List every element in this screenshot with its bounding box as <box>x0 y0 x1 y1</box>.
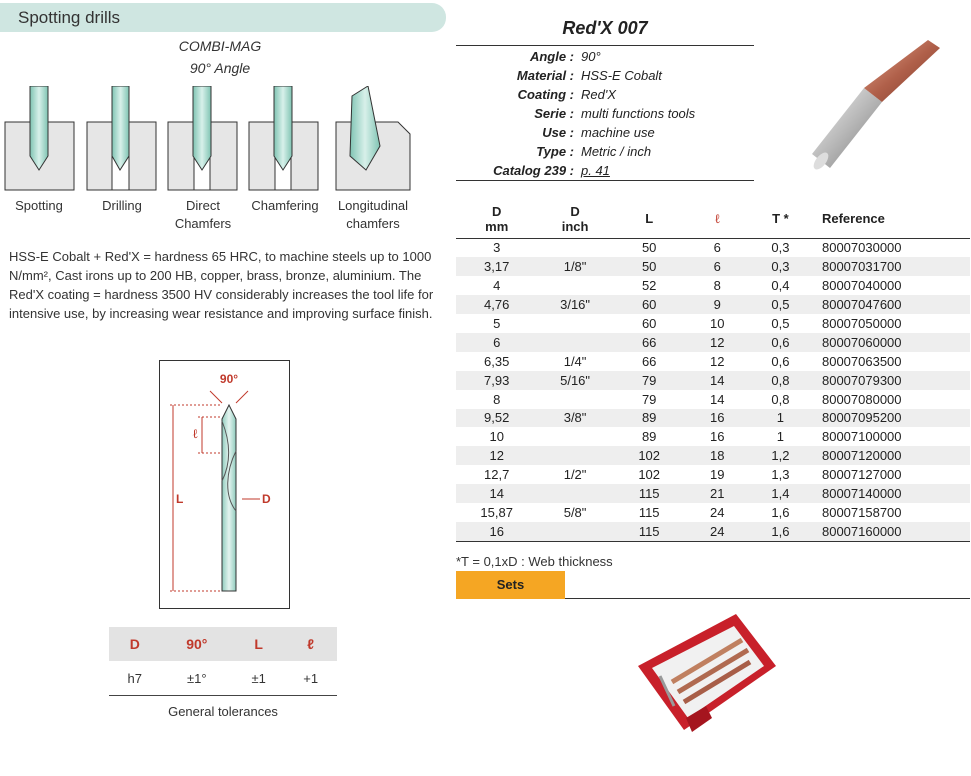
cell-L: 115 <box>613 522 686 541</box>
table-row <box>456 409 970 428</box>
cell-d-inch <box>537 390 612 409</box>
col-d-mm-line1: D <box>492 203 502 219</box>
cell-l: 18 <box>686 446 749 465</box>
cell-reference: 80007158700 <box>821 504 902 520</box>
cell-l: 16 <box>709 429 725 445</box>
cell-l: 6 <box>713 240 721 256</box>
spec-label: Type : <box>536 144 574 159</box>
spec-row <box>456 47 754 66</box>
cell-t: 1,6 <box>749 522 812 541</box>
cell-d-inch <box>537 484 612 503</box>
cell-reference: 80007100000 <box>821 429 902 445</box>
table-row <box>456 371 970 390</box>
drill-product-image <box>800 36 950 176</box>
tol-value-angle: ±1° <box>161 661 234 696</box>
tol-value-L: ±1 <box>233 661 284 696</box>
cell-d-mm: 4,76 <box>456 295 537 314</box>
cell-t: 1 <box>776 429 785 445</box>
cell-t: 0,5 <box>771 316 790 331</box>
cell-d-mm: 16 <box>456 522 537 541</box>
table-row <box>456 427 970 446</box>
table-row <box>456 295 970 314</box>
operation-spotting: Spotting <box>15 198 63 213</box>
cell-L: 50 <box>613 257 686 276</box>
cell-l: 8 <box>713 278 721 294</box>
spec-label: Material : <box>516 68 574 83</box>
cell-t: 0,3 <box>749 257 812 276</box>
cell-l: 10 <box>709 316 725 331</box>
tolerance-table <box>109 627 337 696</box>
footnote: *T = 0,1xD : Web thickness <box>456 554 613 569</box>
spec-label: Angle : <box>529 49 574 64</box>
cell-t: 1,2 <box>749 446 812 465</box>
tol-value-l: +1 <box>284 661 337 696</box>
cell-d-inch <box>537 333 612 352</box>
section-banner <box>0 3 446 32</box>
spec-label: Serie : <box>534 106 574 121</box>
cell-d-mm: 14 <box>456 484 537 503</box>
catalog-page-link[interactable]: p. 41 <box>581 163 610 178</box>
specs-underline <box>456 180 754 181</box>
cell-t: 1,4 <box>749 484 812 503</box>
tolerance-caption: General tolerances <box>168 704 278 719</box>
drill-sizes-table <box>456 200 970 542</box>
drilling-icon <box>87 86 156 190</box>
table-row <box>456 238 970 257</box>
spec-value: multi functions tools <box>581 106 696 121</box>
spec-row <box>456 123 754 142</box>
col-d-mm-line2: mm <box>485 218 509 234</box>
col-l: ℓ <box>686 200 749 238</box>
spec-value: Metric / inch <box>581 144 652 159</box>
spec-label: Use : <box>542 125 574 140</box>
table-row <box>456 352 970 371</box>
cell-L: 66 <box>641 353 657 369</box>
cell-L: 52 <box>641 278 657 294</box>
drill-diagram <box>160 361 289 608</box>
cell-L: 60 <box>641 316 657 331</box>
cell-d-inch: 1/2" <box>563 467 587 483</box>
table-row <box>456 465 970 484</box>
cell-L: 102 <box>613 446 686 465</box>
title-underline <box>456 45 754 46</box>
cell-d-inch: 5/16" <box>537 371 612 390</box>
cell-reference: 80007160000 <box>812 522 970 541</box>
subtitle-line1: COMBI-MAG <box>178 38 262 54</box>
table-row <box>456 446 970 465</box>
cell-d-inch <box>537 276 612 295</box>
spec-row <box>456 85 754 104</box>
cell-L: 115 <box>638 504 660 520</box>
operation-longitudinal-chamfers: Longitudinal chamfers <box>337 198 409 231</box>
cell-reference: 80007079300 <box>812 371 970 390</box>
col-L: L <box>613 200 686 238</box>
cell-reference: 80007030000 <box>821 240 902 256</box>
sets-divider <box>565 598 970 599</box>
cell-d-inch: 3/16" <box>537 295 612 314</box>
cell-L: 66 <box>613 333 686 352</box>
product-title: Red'X 007 <box>562 18 648 38</box>
cell-l: 6 <box>686 257 749 276</box>
spec-value: Red'X <box>581 87 617 102</box>
product-specs <box>456 47 754 180</box>
cell-l: 12 <box>709 353 725 369</box>
cell-reference: 80007095200 <box>812 409 970 428</box>
operation-direct-chamfers: Direct Chamfers <box>174 198 232 231</box>
col-d-mm <box>456 200 537 238</box>
cell-L: 89 <box>613 409 686 428</box>
diagram-D-label: D <box>262 492 271 506</box>
sets-button[interactable]: Sets <box>456 571 565 599</box>
cell-d-inch: 3/8" <box>537 409 612 428</box>
cell-d-mm: 3,17 <box>456 257 537 276</box>
cell-d-mm: 6,35 <box>484 353 510 369</box>
cell-reference: 80007050000 <box>821 316 902 331</box>
cell-L: 79 <box>641 391 657 407</box>
spec-row <box>456 104 754 123</box>
longitudinal-chamfers-icon <box>336 86 410 190</box>
cell-L: 102 <box>638 467 661 483</box>
cell-reference: 80007060000 <box>812 333 970 352</box>
cell-l: 21 <box>686 484 749 503</box>
cell-reference: 80007047600 <box>812 295 970 314</box>
cell-reference: 80007120000 <box>812 446 970 465</box>
diagram-l-label: ℓ <box>192 426 199 441</box>
table-row <box>456 484 970 503</box>
direct-chamfers-icon <box>168 86 237 190</box>
cell-d-mm: 6 <box>456 333 537 352</box>
cell-t: 0,3 <box>771 240 790 256</box>
spec-row <box>456 142 754 161</box>
cell-d-inch: 1/4" <box>563 353 587 369</box>
table-row <box>456 333 970 352</box>
spec-label: Coating : <box>517 87 574 102</box>
table-row <box>456 257 970 276</box>
spec-row <box>456 66 754 85</box>
tol-header-angle: 90° <box>161 627 234 661</box>
cell-l: 24 <box>686 522 749 541</box>
tol-header-L: L <box>233 627 284 661</box>
cell-d-mm: 15,87 <box>480 504 513 520</box>
cell-L: 89 <box>641 429 657 445</box>
cell-reference: 80007127000 <box>821 467 902 483</box>
cell-reference: 80007063500 <box>821 353 902 369</box>
cell-d-mm: 12 <box>456 446 537 465</box>
spotting-icon <box>5 86 74 190</box>
cell-l: 19 <box>709 467 725 483</box>
cell-d-inch <box>537 522 612 541</box>
cell-L: 79 <box>613 371 686 390</box>
tol-header-d: D <box>109 627 161 661</box>
cell-d-inch: 5/8" <box>563 504 587 520</box>
cell-L: 115 <box>613 484 686 503</box>
cell-t: 0,4 <box>771 278 790 294</box>
col-d-inch-line2: inch <box>561 218 589 234</box>
chamfering-icon <box>249 86 318 190</box>
diagram-L-label: L <box>176 492 184 506</box>
spec-row <box>456 161 754 180</box>
cell-l: 14 <box>686 371 749 390</box>
cell-d-mm: 8 <box>493 391 501 407</box>
spec-value: 90° <box>581 49 601 64</box>
cell-d-mm: 5 <box>493 316 501 331</box>
cell-d-mm: 4 <box>493 278 501 294</box>
cell-d-inch <box>537 238 612 257</box>
tol-header-l: ℓ <box>284 627 337 661</box>
cell-l: 24 <box>709 504 725 520</box>
cell-L: 50 <box>641 240 657 256</box>
col-d-inch-line1: D <box>570 203 580 219</box>
cell-l: 12 <box>686 333 749 352</box>
cell-d-inch <box>537 446 612 465</box>
cell-d-mm: 12,7 <box>484 467 510 483</box>
table-row <box>456 390 970 409</box>
tol-value-d: h7 <box>109 661 161 696</box>
cell-reference: 80007140000 <box>812 484 970 503</box>
cell-d-inch <box>537 314 612 333</box>
cell-d-mm: 10 <box>489 429 504 445</box>
cell-t: 1,6 <box>771 504 790 520</box>
cell-t: 0,6 <box>771 353 790 369</box>
spec-value: machine use <box>581 125 655 140</box>
cell-d-inch: 1/8" <box>537 257 612 276</box>
cell-d-mm: 9,52 <box>456 409 537 428</box>
technical-drawing-frame <box>159 360 290 609</box>
cell-t: 1 <box>749 409 812 428</box>
cell-L: 60 <box>613 295 686 314</box>
cell-t: 0,5 <box>749 295 812 314</box>
cell-d-mm: 7,93 <box>456 371 537 390</box>
col-reference: Reference <box>812 200 970 238</box>
spec-value: HSS-E Cobalt <box>581 68 662 83</box>
cell-reference: 80007031700 <box>812 257 970 276</box>
table-row <box>456 503 970 522</box>
cell-t: 0,6 <box>749 333 812 352</box>
operation-chamfering: Chamfering <box>251 198 319 213</box>
cell-t: 0,8 <box>749 371 812 390</box>
table-body <box>456 238 970 541</box>
cell-d-inch <box>537 427 612 446</box>
col-t: T * <box>749 200 812 238</box>
col-d-inch <box>537 200 612 238</box>
spec-label: Catalog 239 : <box>493 163 574 178</box>
cell-reference: 80007040000 <box>821 278 902 294</box>
cell-reference: 80007080000 <box>821 391 902 407</box>
cell-l: 9 <box>686 295 749 314</box>
cell-d-mm: 3 <box>493 240 501 256</box>
operations-icons <box>0 86 420 194</box>
description: HSS-E Cobalt + Red'X = hardness 65 HRC, to machine steels up to 1000 N/mm², Cast irons up to 200 HB, copper, brass, bronze, aluminium. The Red'X coating = hardness 3500 HV considerably increases the tool life for intensive use, by increasing wear resistance and improving surface finish. <box>9 249 434 321</box>
table-row <box>456 276 970 295</box>
cell-t: 0,8 <box>771 391 790 407</box>
table-row <box>456 522 970 541</box>
table-row <box>456 314 970 333</box>
section-title: Spotting drills <box>18 8 121 27</box>
cell-t: 1,3 <box>771 467 790 483</box>
sets-case-image <box>632 606 782 736</box>
diagram-angle-label: 90° <box>219 372 239 386</box>
cell-l: 16 <box>686 409 749 428</box>
operation-drilling: Drilling <box>102 198 142 213</box>
cell-l: 14 <box>709 391 725 407</box>
subtitle-line2: 90° Angle <box>189 60 251 76</box>
